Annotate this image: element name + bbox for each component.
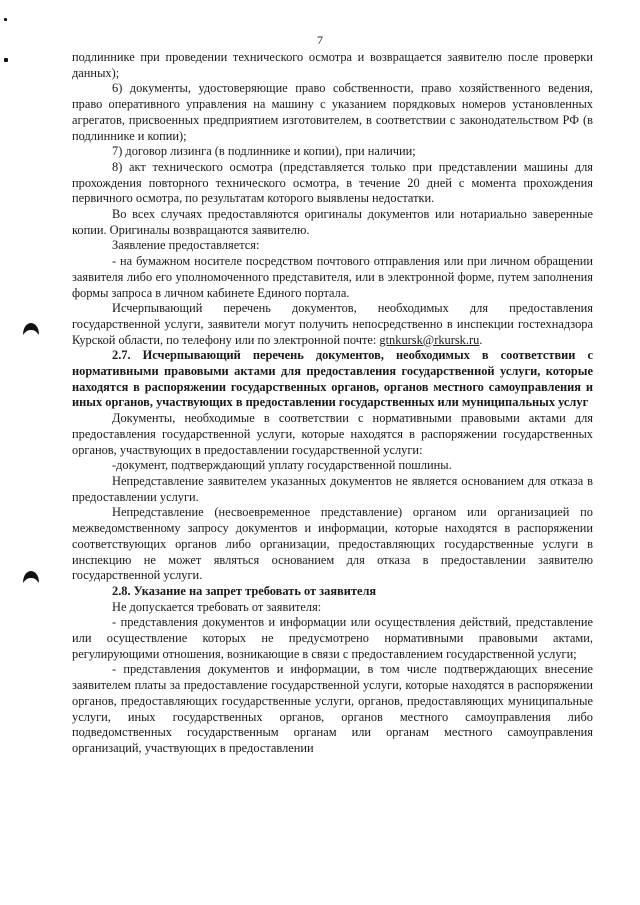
paragraph: - на бумажном носителе посредством почтового отправления или при личном обращении заявителя либо его уполномоченного представителя, или в электронной форме, путем заполнения формы запроса в личном кабинете Единого портала. bbox=[72, 254, 593, 300]
paragraph: Непредставление заявителем указанных документов не является основанием для отказа в предоставлении услуги. bbox=[72, 473, 593, 504]
paragraph: Документы, необходимые в соответствии с нормативными правовыми актами для предоставления государственной услуги, которые находятся в распоряжении государственных органов, участвующих в предоставлении государственной услуги: bbox=[72, 411, 593, 457]
page-number: 7 bbox=[317, 33, 323, 47]
paragraph: Не допускается требовать от заявителя: bbox=[112, 599, 322, 614]
scan-speck bbox=[4, 18, 7, 21]
paragraph: Заявление предоставляется: bbox=[112, 238, 260, 253]
paragraph: Во всех случаях предоставляются оригиналы документов или нотариально заверенные копии. Оригиналы возвращаются заявителю. bbox=[72, 207, 593, 237]
scan-speck bbox=[4, 58, 8, 62]
paragraph: Непредставление (несвоевременное представление) органом или организацией по межведомственному запросу документов и информации, которые находятся в распоряжении соответствующих органов либо организации, предоставляющих государственные услуги в инспекцию не может являться основанием для отказа в предоставлении заявителю государственной услуги. bbox=[72, 505, 593, 583]
paragraph: подлиннике при проведении технического осмотра и возвращается заявителю после проверки данных); bbox=[72, 50, 593, 80]
document-body bbox=[72, 50, 593, 757]
paragraph: - представления документов и информации или осуществления действий, представление или осуществление которых не предусмотрено нормативными правовыми актами, регулирующими отношения, возникающие в связи с предоставлением государственной услуги; bbox=[72, 615, 593, 661]
paragraph: -документ, подтверждающий уплату государственной пошлины. bbox=[112, 458, 452, 473]
paragraph: - представления документов и информации, в том числе подтверждающих внесение заявителем платы за предоставление государственной услуги, которые находятся в распоряжении органов, предоставляющих государственные услуги, органов, предоставляющих муниципальные услуги, иных государственных органов, органов местного самоуправления либо подведомственных государственным органам или органам местного самоуправления организаций, участвующих в предоставлении bbox=[72, 662, 593, 755]
paragraph-text: Исчерпывающий перечень документов, необходимых для предоставления государственной услуги, заявители могут получить непосредственно в инспекции гостехнадзора Курской области, по телефону или по электронной почте: bbox=[72, 301, 593, 347]
period: . bbox=[479, 332, 483, 347]
paragraph: 7) договор лизинга (в подлиннике и копии), при наличии; bbox=[112, 144, 416, 159]
section-heading-2-7: 2.7. Исчерпывающий перечень документов, необходимых в соответствии с нормативными правовыми актами для предоставления государственной услуги, которые находятся в распоряжении государственных органов, органов местного самоуправления и иных органов, участвующих в предоставлении государственных или муниципальных услуг bbox=[72, 348, 593, 410]
punch-hole-mark bbox=[22, 322, 40, 336]
section-heading-2-8: 2.8. Указание на запрет требовать от заявителя bbox=[112, 583, 377, 598]
email-link[interactable]: gtnkursk@rkursk.ru bbox=[379, 332, 480, 347]
paragraph: 8) акт технического осмотра (представляется только при представлении машины для прохождения повторного технического осмотра, в течение 20 дней с момента прохождения первичного осмотра, по результатам которого выявлены недостатки. bbox=[72, 159, 593, 206]
paragraph: 6) документы, удостоверяющие право собственности, право хозяйственного ведения, право оперативного управления на машину с указанием порядковых номеров установленных агрегатов, присвоенных предприятием изготовителем, в соответствии с законодательством РФ (в подлиннике и копии); bbox=[72, 81, 593, 143]
paragraph-contacts bbox=[72, 301, 593, 348]
punch-hole-mark bbox=[22, 570, 40, 584]
